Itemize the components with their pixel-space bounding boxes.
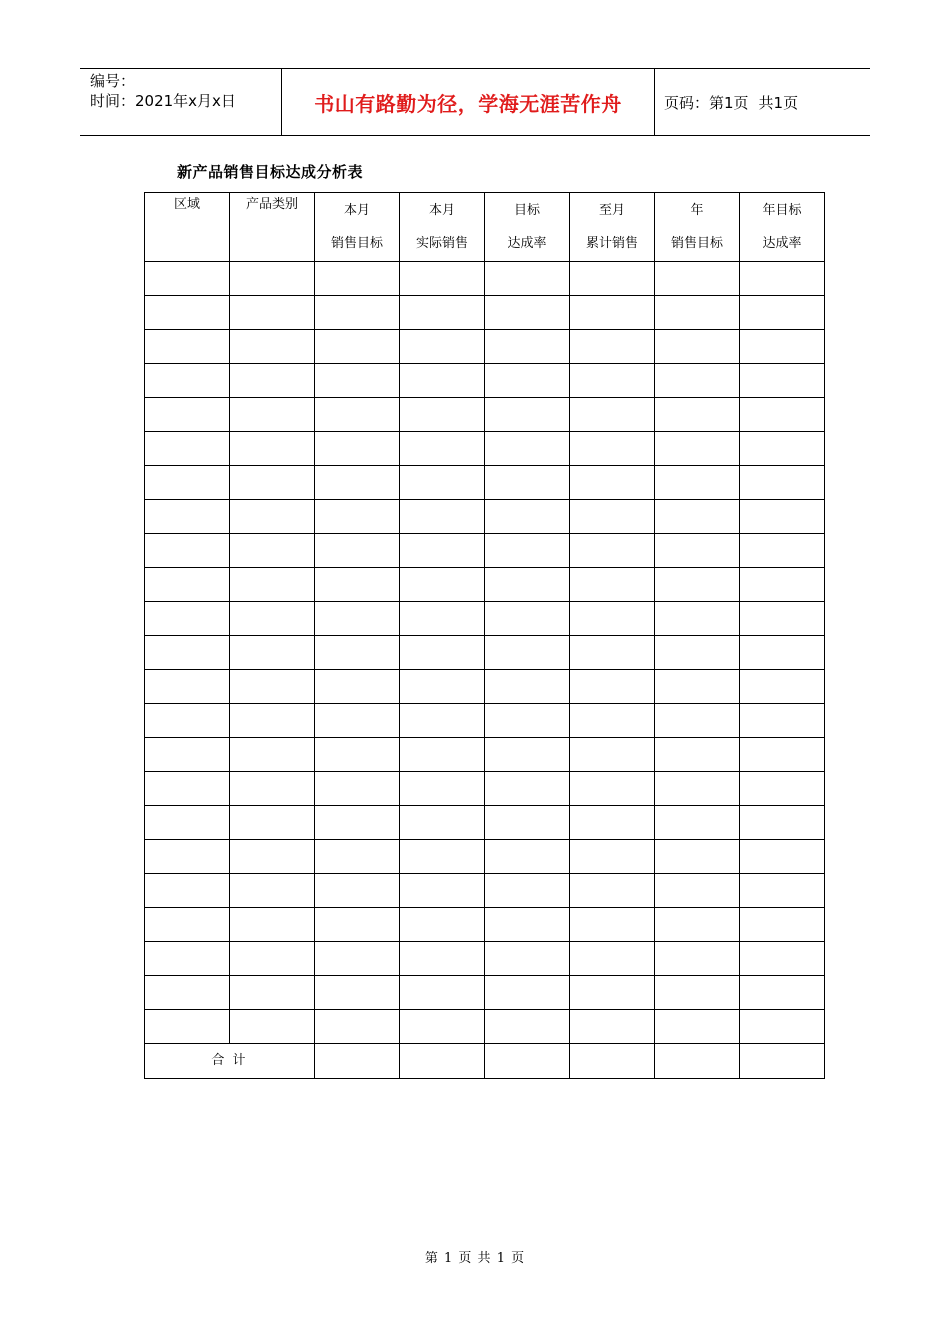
table-cell[interactable]	[400, 568, 485, 602]
col-header-year-achievement-rate	[740, 193, 825, 262]
table-cell[interactable]	[145, 670, 230, 704]
table-cell[interactable]	[655, 602, 740, 636]
table-cell[interactable]	[400, 806, 485, 840]
table-cell[interactable]	[570, 330, 655, 364]
table-cell[interactable]	[145, 534, 230, 568]
table-cell[interactable]	[400, 840, 485, 874]
table-cell[interactable]	[740, 738, 825, 772]
page-title: 新产品销售目标达成分析表	[177, 163, 364, 181]
number-label: 编号：	[90, 72, 136, 90]
table-cell[interactable]	[400, 466, 485, 500]
table-cell[interactable]	[400, 942, 485, 976]
table-cell[interactable]	[570, 432, 655, 466]
table-cell[interactable]	[230, 942, 315, 976]
col-header-line2: 销售目标	[670, 236, 723, 251]
table-row	[145, 636, 825, 670]
table-cell[interactable]	[740, 432, 825, 466]
table-row	[145, 704, 825, 738]
col-header-line2: 累计销售	[585, 236, 638, 251]
table-cell[interactable]	[655, 466, 740, 500]
table-row	[145, 296, 825, 330]
table-cell[interactable]	[145, 908, 230, 942]
table-cell[interactable]	[315, 568, 400, 602]
table-cell[interactable]	[655, 262, 740, 296]
table-cell[interactable]	[315, 704, 400, 738]
total-label: 合 计	[211, 1053, 248, 1068]
table-cell[interactable]	[485, 1010, 570, 1044]
table-row	[145, 262, 825, 296]
col-header-label: 产品类别	[245, 197, 298, 212]
table-row	[145, 670, 825, 704]
table-cell[interactable]	[400, 262, 485, 296]
table-cell[interactable]	[570, 806, 655, 840]
table-cell[interactable]	[230, 840, 315, 874]
col-header-line1: 本月	[428, 203, 455, 218]
table-row	[145, 738, 825, 772]
table-row	[145, 432, 825, 466]
table-row	[145, 602, 825, 636]
table-cell[interactable]	[400, 704, 485, 738]
table-row	[145, 840, 825, 874]
table-cell[interactable]	[145, 738, 230, 772]
table-cell[interactable]	[485, 500, 570, 534]
table-cell[interactable]	[400, 602, 485, 636]
table-cell[interactable]	[145, 1010, 230, 1044]
table-cell[interactable]	[230, 670, 315, 704]
table-cell[interactable]	[485, 874, 570, 908]
table-cell[interactable]	[570, 534, 655, 568]
table-cell[interactable]	[655, 330, 740, 364]
table-row	[145, 500, 825, 534]
table-cell[interactable]	[740, 364, 825, 398]
table-cell[interactable]	[570, 568, 655, 602]
table-cell[interactable]	[655, 636, 740, 670]
table-cell[interactable]	[570, 874, 655, 908]
table-cell[interactable]	[230, 432, 315, 466]
col-header-line2: 销售目标	[330, 236, 383, 251]
col-header-line1: 至月	[598, 203, 625, 218]
table-cell[interactable]	[570, 704, 655, 738]
table-cell[interactable]	[740, 976, 825, 1010]
table-cell[interactable]	[145, 568, 230, 602]
table-cell[interactable]	[485, 772, 570, 806]
total-row	[145, 1044, 825, 1079]
table-cell[interactable]	[400, 908, 485, 942]
table-cell[interactable]	[570, 908, 655, 942]
table-cell[interactable]	[485, 942, 570, 976]
table-cell[interactable]	[485, 466, 570, 500]
table-cell[interactable]	[400, 1010, 485, 1044]
table-cell[interactable]	[570, 636, 655, 670]
col-header-line1: 年目标	[762, 203, 802, 218]
total-cell[interactable]	[400, 1044, 485, 1079]
table-cell[interactable]	[740, 874, 825, 908]
table-cell[interactable]	[230, 738, 315, 772]
table-cell[interactable]	[740, 1010, 825, 1044]
table-cell[interactable]	[230, 500, 315, 534]
table-cell[interactable]	[400, 874, 485, 908]
table-cell[interactable]	[740, 398, 825, 432]
table-cell[interactable]	[230, 262, 315, 296]
table-cell[interactable]	[655, 364, 740, 398]
table-cell[interactable]	[230, 1010, 315, 1044]
table-cell[interactable]	[315, 874, 400, 908]
table-cell[interactable]	[485, 840, 570, 874]
table-cell[interactable]	[145, 772, 230, 806]
col-header-line1: 年	[690, 203, 704, 218]
table-cell[interactable]	[315, 772, 400, 806]
table-cell[interactable]	[655, 432, 740, 466]
sales-target-table	[144, 192, 825, 1079]
table-cell[interactable]	[315, 670, 400, 704]
table-cell[interactable]	[230, 806, 315, 840]
table-row	[145, 976, 825, 1010]
table-cell[interactable]	[400, 398, 485, 432]
table-cell[interactable]	[485, 806, 570, 840]
table-cell[interactable]	[570, 398, 655, 432]
table-row	[145, 330, 825, 364]
table-cell[interactable]	[400, 772, 485, 806]
table-cell[interactable]	[315, 840, 400, 874]
table-cell[interactable]	[400, 534, 485, 568]
table-cell[interactable]	[315, 806, 400, 840]
table-cell[interactable]	[315, 738, 400, 772]
page-footer: 第 1 页 共 1 页	[424, 1251, 526, 1266]
table-row	[145, 1010, 825, 1044]
table-cell[interactable]	[315, 432, 400, 466]
table-cell[interactable]	[740, 942, 825, 976]
table-cell[interactable]	[230, 772, 315, 806]
table-cell[interactable]	[485, 670, 570, 704]
table-cell[interactable]	[485, 738, 570, 772]
table-cell[interactable]	[655, 772, 740, 806]
table-cell[interactable]	[400, 976, 485, 1010]
table-cell[interactable]	[145, 500, 230, 534]
table-cell[interactable]	[740, 534, 825, 568]
col-header-year-target	[655, 193, 740, 262]
col-header-line1: 本月	[343, 203, 370, 218]
table-cell[interactable]	[315, 330, 400, 364]
table-cell[interactable]	[740, 704, 825, 738]
table-cell[interactable]	[655, 500, 740, 534]
table-cell[interactable]	[145, 296, 230, 330]
table-cell[interactable]	[485, 636, 570, 670]
table-cell[interactable]	[145, 364, 230, 398]
table-cell[interactable]	[485, 398, 570, 432]
table-cell[interactable]	[485, 704, 570, 738]
page-number-label: 页码：第1页	[664, 93, 749, 112]
table-cell[interactable]	[145, 976, 230, 1010]
table-cell[interactable]	[740, 602, 825, 636]
table-cell[interactable]	[655, 398, 740, 432]
table-cell[interactable]	[570, 738, 655, 772]
col-header-region	[145, 193, 230, 262]
table-cell[interactable]	[230, 976, 315, 1010]
total-cell[interactable]	[655, 1044, 740, 1079]
table-cell[interactable]	[145, 942, 230, 976]
col-header-cumulative-sales	[570, 193, 655, 262]
table-row	[145, 806, 825, 840]
table-cell[interactable]	[400, 364, 485, 398]
table-cell[interactable]	[570, 976, 655, 1010]
table-cell[interactable]	[740, 670, 825, 704]
table-cell[interactable]	[570, 364, 655, 398]
col-header-month-actual	[400, 193, 485, 262]
table-row	[145, 364, 825, 398]
table-cell[interactable]	[145, 874, 230, 908]
table-cell[interactable]	[485, 330, 570, 364]
table-cell[interactable]	[570, 840, 655, 874]
table-cell[interactable]	[740, 772, 825, 806]
table-cell[interactable]	[485, 602, 570, 636]
table-cell[interactable]	[230, 296, 315, 330]
motto-text: 书山有路勤为径，学海无涯苦作舟	[282, 69, 655, 135]
table-cell[interactable]	[740, 908, 825, 942]
table-row	[145, 568, 825, 602]
total-cell[interactable]	[570, 1044, 655, 1079]
table-cell[interactable]	[315, 908, 400, 942]
table-cell[interactable]	[145, 466, 230, 500]
table-cell[interactable]	[655, 670, 740, 704]
table-cell[interactable]	[230, 330, 315, 364]
table-cell[interactable]	[570, 500, 655, 534]
table-cell[interactable]	[485, 568, 570, 602]
table-cell[interactable]	[400, 432, 485, 466]
table-cell[interactable]	[315, 364, 400, 398]
table-cell[interactable]	[740, 466, 825, 500]
table-cell[interactable]	[145, 636, 230, 670]
table-cell[interactable]	[740, 636, 825, 670]
table-cell[interactable]	[400, 500, 485, 534]
table-cell[interactable]	[315, 466, 400, 500]
table-cell[interactable]	[315, 262, 400, 296]
table-cell[interactable]	[740, 806, 825, 840]
table-cell[interactable]	[485, 908, 570, 942]
table-cell[interactable]	[570, 602, 655, 636]
table-cell[interactable]	[315, 296, 400, 330]
page-info	[655, 69, 870, 135]
table-cell[interactable]	[485, 364, 570, 398]
table-cell[interactable]	[230, 568, 315, 602]
table-cell[interactable]	[740, 568, 825, 602]
table-cell[interactable]	[570, 670, 655, 704]
table-cell[interactable]	[485, 262, 570, 296]
table-cell[interactable]	[485, 432, 570, 466]
table-cell[interactable]	[655, 840, 740, 874]
table-cell[interactable]	[230, 364, 315, 398]
document-header	[80, 68, 870, 136]
table-cell[interactable]	[740, 840, 825, 874]
table-cell[interactable]	[570, 772, 655, 806]
table-cell[interactable]	[400, 670, 485, 704]
table-cell[interactable]	[655, 976, 740, 1010]
table-cell[interactable]	[740, 500, 825, 534]
table-cell[interactable]	[315, 1010, 400, 1044]
table-cell[interactable]	[655, 806, 740, 840]
col-header-label: 区域	[173, 197, 200, 212]
table-cell[interactable]	[230, 398, 315, 432]
col-header-product-category	[230, 193, 315, 262]
table-cell[interactable]	[315, 534, 400, 568]
table-cell[interactable]	[230, 636, 315, 670]
table-row	[145, 534, 825, 568]
table-row	[145, 466, 825, 500]
table-cell[interactable]	[145, 262, 230, 296]
table-cell[interactable]	[315, 942, 400, 976]
table-row	[145, 874, 825, 908]
col-header-line2: 达成率	[762, 236, 802, 251]
table-cell[interactable]	[485, 534, 570, 568]
table-cell[interactable]	[655, 874, 740, 908]
table-cell[interactable]	[400, 296, 485, 330]
table-cell[interactable]	[315, 398, 400, 432]
table-cell[interactable]	[655, 296, 740, 330]
col-header-line1: 目标	[513, 203, 540, 218]
table-cell[interactable]	[400, 738, 485, 772]
total-label-cell	[145, 1044, 315, 1079]
table-cell[interactable]	[230, 534, 315, 568]
table-cell[interactable]	[145, 432, 230, 466]
table-cell[interactable]	[740, 330, 825, 364]
date-label: 时间：2021年x月x日	[90, 92, 236, 110]
table-cell[interactable]	[315, 636, 400, 670]
col-header-achievement-rate	[485, 193, 570, 262]
col-header-line2: 实际销售	[415, 236, 468, 251]
table-cell[interactable]	[570, 1010, 655, 1044]
table-cell[interactable]	[400, 330, 485, 364]
table-cell[interactable]	[400, 636, 485, 670]
table-cell[interactable]	[230, 874, 315, 908]
table-cell[interactable]	[230, 602, 315, 636]
table-cell[interactable]	[655, 568, 740, 602]
table-cell[interactable]	[230, 466, 315, 500]
table-cell[interactable]	[570, 942, 655, 976]
table-cell[interactable]	[655, 738, 740, 772]
table-cell[interactable]	[145, 398, 230, 432]
table-row	[145, 398, 825, 432]
total-cell[interactable]	[315, 1044, 400, 1079]
header-meta	[80, 69, 282, 135]
table-body	[145, 262, 825, 1079]
total-cell[interactable]	[485, 1044, 570, 1079]
table-cell[interactable]	[570, 262, 655, 296]
table-cell[interactable]	[145, 806, 230, 840]
table-row	[145, 908, 825, 942]
table-cell[interactable]	[145, 840, 230, 874]
table-cell[interactable]	[655, 534, 740, 568]
table-cell[interactable]	[145, 330, 230, 364]
table-cell[interactable]	[485, 976, 570, 1010]
table-cell[interactable]	[145, 704, 230, 738]
table-cell[interactable]	[315, 602, 400, 636]
table-cell[interactable]	[230, 908, 315, 942]
table-cell[interactable]	[485, 296, 570, 330]
col-header-line2: 达成率	[507, 236, 547, 251]
table-cell[interactable]	[740, 262, 825, 296]
table-cell[interactable]	[655, 1010, 740, 1044]
table-cell[interactable]	[570, 296, 655, 330]
table-cell[interactable]	[315, 500, 400, 534]
table-cell[interactable]	[145, 602, 230, 636]
table-cell[interactable]	[230, 704, 315, 738]
table-row	[145, 942, 825, 976]
col-header-month-target	[315, 193, 400, 262]
table-header-row	[145, 193, 825, 262]
page-total-label: 共1页	[758, 93, 799, 112]
table-cell[interactable]	[655, 908, 740, 942]
table-cell[interactable]	[315, 976, 400, 1010]
table-row	[145, 772, 825, 806]
table-cell[interactable]	[740, 296, 825, 330]
table-cell[interactable]	[655, 942, 740, 976]
total-cell[interactable]	[740, 1044, 825, 1079]
table-cell[interactable]	[655, 704, 740, 738]
table-cell[interactable]	[570, 466, 655, 500]
